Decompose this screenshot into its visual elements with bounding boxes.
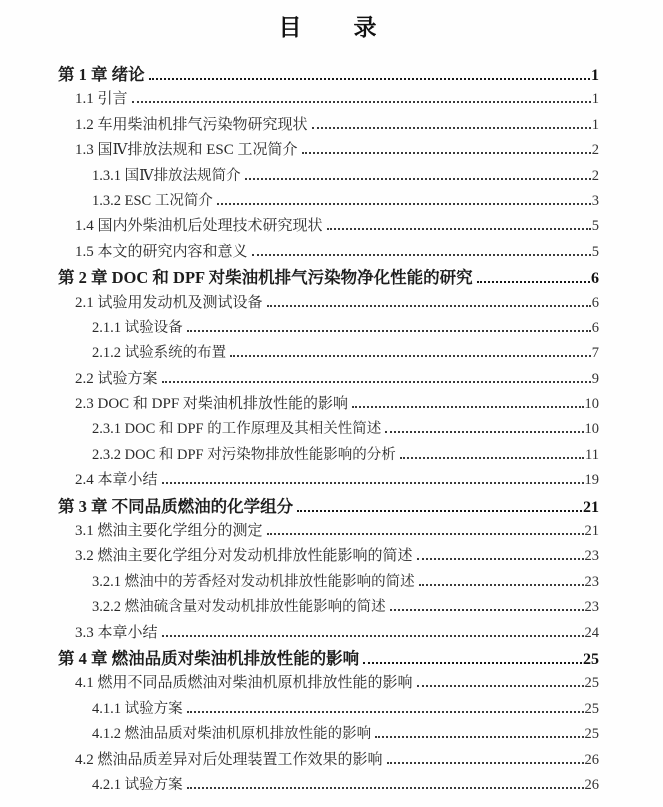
dot-leader: [477, 281, 590, 283]
toc-entry-row[interactable]: [58, 87, 599, 112]
toc-entry-label: 2.2 试验方案: [75, 370, 158, 387]
dot-leader: [187, 711, 584, 713]
toc-entry-row[interactable]: [58, 443, 599, 468]
toc-entry-page-number: 25: [584, 700, 599, 717]
toc-entry-row[interactable]: [58, 164, 599, 189]
dot-leader: [419, 584, 584, 586]
toc-entry-row[interactable]: [58, 291, 599, 316]
toc-entry-page-number: 2: [591, 142, 599, 159]
toc-entry-page-number: 25: [583, 650, 599, 668]
dot-leader: [417, 558, 584, 560]
toc-entry-page-number: 24: [584, 624, 599, 641]
toc-entry-label: 4.2 燃油品质差异对后处理装置工作效果的影响: [75, 751, 383, 768]
dot-leader: [390, 609, 584, 611]
toc-entry-label: 第 2 章 DOC 和 DPF 对柴油机排气污染物净化性能的研究: [58, 268, 473, 288]
toc-entry-page-number: 21: [583, 498, 599, 516]
toc-entry-page-number: 6: [591, 270, 599, 288]
toc-entry-page-number: 26: [584, 751, 599, 768]
dot-leader: [187, 330, 591, 332]
toc-entry-label: 1.3 国Ⅳ排放法规和 ESC 工况简介: [75, 142, 298, 159]
toc-entry-row[interactable]: [58, 113, 599, 138]
toc-entry-label: 2.1 试验用发动机及测试设备: [75, 294, 263, 311]
dot-leader: [245, 178, 591, 180]
toc-entry-label: 4.1.1 试验方案: [92, 700, 183, 717]
toc-entry-label: 2.1.2 试验系统的布置: [92, 345, 227, 362]
toc-entry-row[interactable]: [58, 367, 599, 392]
toc-entry-row[interactable]: [58, 417, 599, 442]
toc-entry-page-number: 5: [591, 218, 599, 235]
dot-leader: [149, 78, 590, 80]
toc-chapter-row[interactable]: [58, 646, 599, 671]
toc-entry-row[interactable]: [58, 214, 599, 239]
dot-leader: [375, 736, 583, 738]
toc-entry-page-number: 11: [585, 446, 599, 463]
page-title: 目 录: [278, 15, 379, 40]
toc-entry-row[interactable]: [58, 595, 599, 620]
toc-entry-label: 3.1 燃油主要化学组分的测定: [75, 523, 263, 540]
toc-entry-page-number: 23: [584, 548, 599, 565]
toc-entry-page-number: 1: [591, 91, 599, 108]
toc-entry-label: 1.4 国内外柴油机后处理技术研究现状: [75, 218, 323, 235]
toc-entry-row[interactable]: [58, 392, 599, 417]
dot-leader: [217, 203, 591, 205]
dot-leader: [132, 101, 591, 103]
toc-entry-label: 3.2.2 燃油硫含量对发动机排放性能影响的简述: [92, 599, 386, 616]
toc-entry-row[interactable]: [58, 621, 599, 646]
toc-entry-row[interactable]: [58, 240, 599, 265]
toc-entry-row[interactable]: [58, 722, 599, 747]
dot-leader: [267, 305, 591, 307]
toc-entry-page-number: 6: [591, 319, 599, 336]
dot-leader: [417, 685, 584, 687]
dot-leader: [162, 381, 591, 383]
toc-chapter-row[interactable]: [58, 265, 599, 290]
dot-leader: [252, 254, 591, 256]
toc-entry-label: 1.2 车用柴油机排气污染物研究现状: [75, 116, 308, 133]
toc-entry-page-number: 9: [591, 370, 599, 387]
toc-entry-page-number: 1: [591, 116, 599, 133]
toc-entry-page-number: 26: [584, 776, 599, 793]
toc-entry-label: 1.3.2 ESC 工况简介: [92, 192, 213, 209]
dot-leader: [230, 355, 591, 357]
toc-entry-page-number: 25: [584, 726, 599, 743]
toc-entry-page-number: 10: [584, 421, 599, 438]
toc-entry-label: 1.1 引言: [75, 91, 128, 108]
toc-entry-label: 1.3.1 国Ⅳ排放法规简介: [92, 167, 241, 184]
dot-leader: [400, 457, 584, 459]
toc-entry-label: 3.2 燃油主要化学组分对发动机排放性能影响的简述: [75, 548, 413, 565]
toc-entry-label: 3.2.1 燃油中的芳香烃对发动机排放性能影响的简述: [92, 573, 415, 590]
toc-entry-page-number: 21: [584, 523, 599, 540]
toc-entry-label: 4.2.1 试验方案: [92, 776, 183, 793]
dot-leader: [387, 762, 584, 764]
dot-leader: [162, 482, 584, 484]
toc-entry-row[interactable]: [58, 697, 599, 722]
toc-entry-row[interactable]: [58, 341, 599, 366]
toc-entry-page-number: 7: [591, 345, 599, 362]
toc-entry-row[interactable]: [58, 748, 599, 773]
toc-entry-label: 4.1 燃用不同品质燃油对柴油机原机排放性能的影响: [75, 675, 413, 692]
toc-entry-page-number: 6: [591, 294, 599, 311]
toc-entry-label: 1.5 本文的研究内容和意义: [75, 243, 248, 260]
dot-leader: [312, 127, 591, 129]
dot-leader: [187, 787, 584, 789]
dot-leader: [327, 228, 591, 230]
dot-leader: [385, 431, 583, 433]
toc-entry-label: 第 3 章 不同品质燃油的化学组分: [58, 496, 294, 516]
toc-entry-label: 3.3 本章小结: [75, 624, 158, 641]
toc-entry-page-number: 10: [584, 396, 599, 413]
dot-leader: [302, 152, 591, 154]
toc-entry-row[interactable]: [58, 316, 599, 341]
toc-entry-page-number: 2: [591, 167, 599, 184]
toc-entry-page-number: 3: [591, 192, 599, 209]
dot-leader: [267, 533, 584, 535]
dot-leader: [297, 510, 582, 512]
toc-entry-label: 2.4 本章小结: [75, 472, 158, 489]
dot-leader: [352, 406, 584, 408]
toc-entry-page-number: 23: [584, 573, 599, 590]
toc-entry-label: 第 4 章 燃油品质对柴油机排放性能的影响: [58, 648, 360, 668]
toc-entry-page-number: 1: [591, 67, 599, 84]
toc-entry-row[interactable]: [58, 671, 599, 696]
toc-entry-row[interactable]: [58, 138, 599, 163]
toc-entry-row[interactable]: [58, 468, 599, 493]
dot-leader: [162, 635, 584, 637]
dot-leader: [363, 662, 582, 664]
toc-entry-label: 2.3 DOC 和 DPF 对柴油机排放性能的影响: [75, 396, 348, 413]
toc-entry-row[interactable]: [58, 519, 599, 544]
toc-entry-label: 2.1.1 试验设备: [92, 319, 183, 336]
toc-entry-label: 2.3.1 DOC 和 DPF 的工作原理及其相关性简述: [92, 421, 382, 438]
toc-entry-label: 第 1 章 绪论: [58, 65, 145, 84]
toc-entry-row[interactable]: [58, 544, 599, 569]
toc-chapter-row[interactable]: [58, 62, 599, 87]
toc-entry-row[interactable]: [58, 189, 599, 214]
toc-entry-page-number: 25: [584, 675, 599, 692]
toc-list: [58, 62, 599, 798]
toc-chapter-row[interactable]: [58, 494, 599, 519]
toc-entry-page-number: 19: [584, 472, 599, 489]
toc-entry-row[interactable]: [58, 570, 599, 595]
toc-entry-label: 4.1.2 燃油品质对柴油机原机排放性能的影响: [92, 726, 372, 743]
toc-entry-page-number: 5: [591, 243, 599, 260]
toc-entry-row[interactable]: [58, 773, 599, 798]
toc-entry-page-number: 23: [584, 599, 599, 616]
toc-entry-label: 2.3.2 DOC 和 DPF 对污染物排放性能影响的分析: [92, 446, 396, 463]
